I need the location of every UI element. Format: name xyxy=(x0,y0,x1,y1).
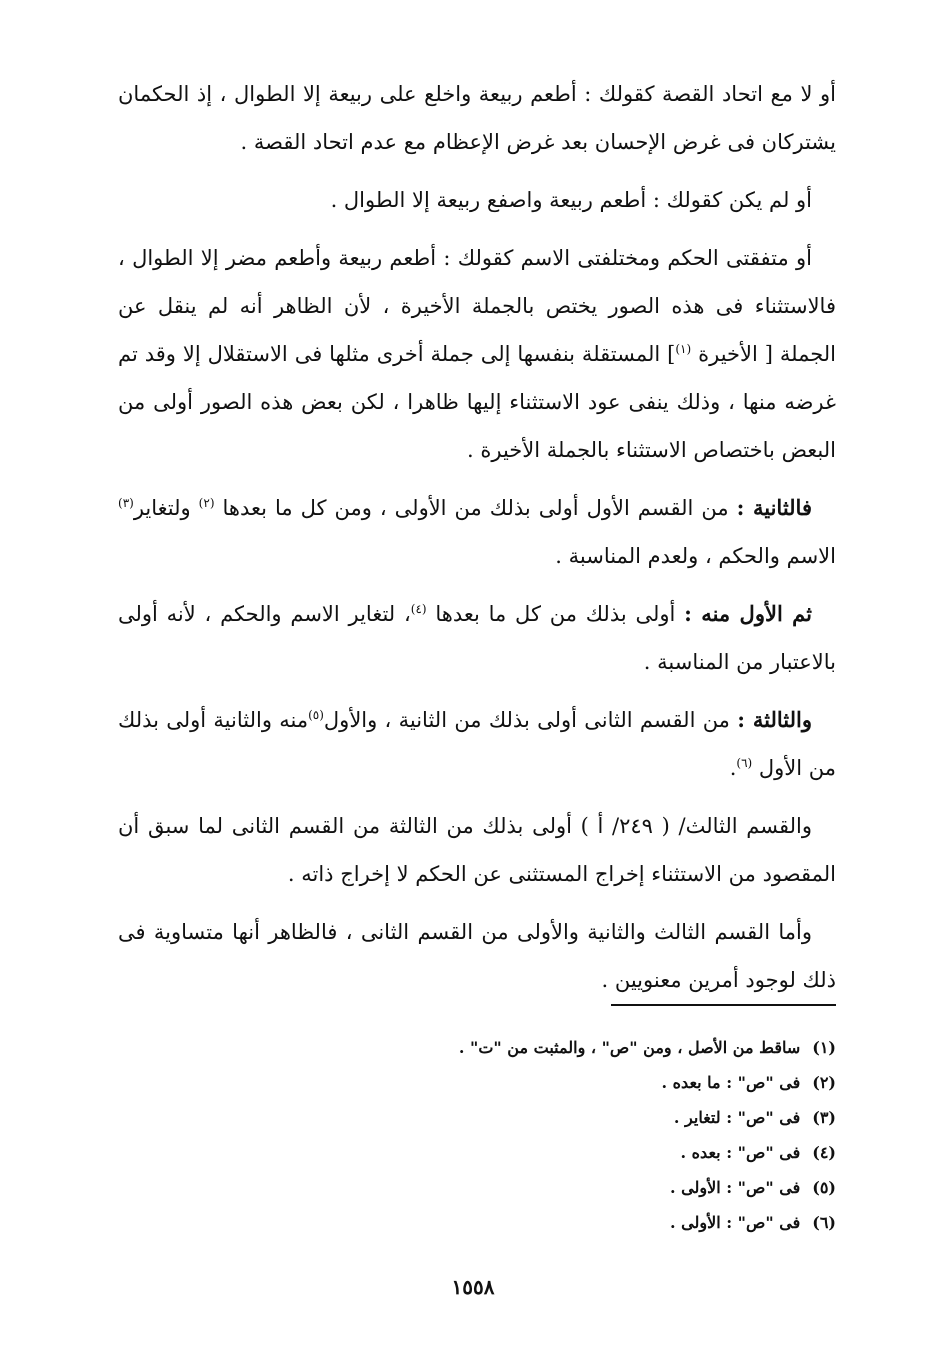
paragraph-1 xyxy=(118,70,836,166)
footnote-number: (٤) xyxy=(812,1143,836,1162)
footnote-ref-3: (٣) xyxy=(118,496,134,510)
footnote-text: فى "ص" : ما بعده . xyxy=(661,1073,801,1092)
paragraph-3-text: أو متفقتى الحكم ومختلفتى الاسم كقولك : أطعم ربيعة وأطعم مضر إلا الطوال ، فالاستثناء فى هذه الصور يختص بالجملة الأخيرة ، لأن الظاهر أنه لم ينقل عن الجملة [ الأخيرة xyxy=(118,246,837,366)
footnote-ref-2: (٢) xyxy=(198,496,215,510)
footnote-ref-5: (٥) xyxy=(308,708,324,722)
paragraph-6-text: من القسم الثانى أولى بذلك من الثانية ، والأول xyxy=(323,708,738,732)
footnote-text: فى "ص" : لتغاير . xyxy=(673,1108,801,1127)
paragraph-4 xyxy=(118,484,836,580)
paragraph-6-text-end: . xyxy=(729,756,737,780)
page-number: ١٥٥٨ xyxy=(451,1275,495,1299)
paragraph-6 xyxy=(118,696,836,792)
footnote-2 xyxy=(118,1065,836,1100)
footnote-ref-1: (١) xyxy=(675,342,692,356)
paragraph-2 xyxy=(118,176,836,224)
footnote-text: فى "ص" : الأولى . xyxy=(669,1178,801,1197)
paragraph-5-text-cont: ، لتغاير الاسم والحكم ، لأنه أولى بالاعتبار من المناسبة . xyxy=(118,602,836,674)
footnote-number: (٥) xyxy=(812,1178,836,1197)
paragraph-3 xyxy=(118,234,836,474)
footnote-ref-4: (٤) xyxy=(410,602,427,616)
paragraph-4-lead: فالثانية : xyxy=(736,495,812,520)
paragraph-4-text: من القسم الأول أولى بذلك من الأولى ، ومن كل ما بعدها xyxy=(214,496,737,520)
footnote-number: (٣) xyxy=(812,1108,836,1127)
footnote-number: (٢) xyxy=(812,1073,836,1092)
paragraph-6-text-cont: منه والثانية أولى بذلك من الأول xyxy=(118,708,836,780)
footnote-number: (١) xyxy=(812,1038,836,1057)
paragraph-4-text-cont: ولتغاير xyxy=(133,496,199,520)
main-text xyxy=(118,70,836,1014)
paragraph-5-text: أولى بذلك من كل ما بعدها xyxy=(426,602,685,626)
footnote-text: فى "ص" : بعده . xyxy=(680,1143,801,1162)
footnote-1 xyxy=(118,1030,836,1065)
footnote-4 xyxy=(118,1135,836,1170)
paragraph-3-text-cont: ] المستقلة بنفسها إلى جملة أخرى مثلها فى الاستقلال إلا وقد تم غرضه منها ، وذلك ينفى عود الاستثناء إليها ظاهرا ، لكن بعض هذه الصور أولى من البعض باختصاص الاستثناء بالجملة الأخيرة . xyxy=(118,342,836,462)
footnote-6 xyxy=(118,1205,836,1240)
footnote-divider xyxy=(611,1004,836,1006)
footnote-text: ساقط من الأصل ، ومن "ص" ، والمثبت من "ت" . xyxy=(458,1038,801,1057)
paragraph-8-text: وأما القسم الثالث والثانية والأولى من القسم الثانى ، فالظاهر أنها متساوية فى ذلك لوجود أمرين معنويين . xyxy=(118,920,836,992)
footnote-5 xyxy=(118,1170,836,1205)
footnote-ref-6: (٦) xyxy=(736,756,753,770)
paragraph-7 xyxy=(118,802,836,898)
paragraph-6-lead: والثالثة : xyxy=(737,707,812,732)
paragraph-7-text: والقسم الثالث/ ( ٢٤٩/ أ ) أولى بذلك من الثالثة من القسم الثانى لما سبق أن المقصود من الاستثناء إخراج المستثنى عن الحكم لا إخراج ذاته . xyxy=(118,814,836,886)
paragraph-2-text: أو لم يكن كقولك : أطعم ربيعة واصفع ربيعة إلا الطوال . xyxy=(330,188,812,212)
paragraph-4-text-end: الاسم والحكم ، ولعدم المناسبة . xyxy=(555,544,836,568)
footnote-text: فى "ص" : الأولى . xyxy=(669,1213,801,1232)
footnote-number: (٦) xyxy=(812,1213,836,1232)
paragraph-5-lead: ثم الأول منه : xyxy=(684,601,813,626)
paragraph-8 xyxy=(118,908,836,1004)
footnotes xyxy=(118,1030,836,1240)
paragraph-5 xyxy=(118,590,836,686)
footnote-3 xyxy=(118,1100,836,1135)
paragraph-1-text: أو لا مع اتحاد القصة كقولك : أطعم ربيعة واخلع على ربيعة إلا الطوال ، إذ الحكمان يشتركان فى غرض الإحسان بعد غرض الإعظام مع عدم اتحاد القصة . xyxy=(118,82,836,154)
